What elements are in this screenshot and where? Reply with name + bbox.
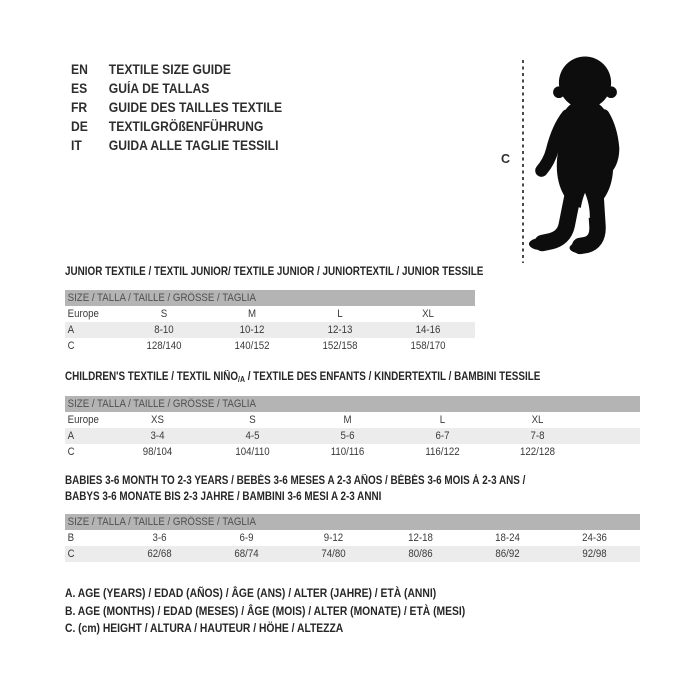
age-cell: 4-5 (245, 430, 260, 442)
row-label: C (67, 340, 75, 352)
row-label: Europe (67, 414, 99, 426)
language-row-en (71, 60, 282, 79)
size-cell: S (249, 414, 256, 426)
row-label: C (67, 446, 75, 458)
note-age-months: B. AGE (MONTHS) / EDAD (MESES) / ÂGE (MOIS) / ALTER (MONATE) / ETÀ (MESI) (65, 603, 466, 618)
language-row-fr (71, 98, 282, 117)
language-label: GUIDA ALLE TAGLIE TESSILI (108, 138, 279, 153)
size-cell: XL (531, 414, 544, 426)
height-cell: 152/158 (322, 340, 358, 352)
language-row-it (71, 136, 282, 155)
age-cell: 6-7 (435, 430, 450, 442)
size-cell: L (439, 414, 446, 426)
size-header-bar (65, 290, 475, 306)
babies-size-table (65, 514, 640, 562)
table-row-age (65, 322, 475, 338)
size-header-text: SIZE / TALLA / TAILLE / GRÖSSE / TAGLIA (67, 398, 256, 410)
height-cell: 98/104 (142, 446, 173, 458)
size-cell: S (160, 308, 168, 320)
language-label: TEXTILGRÖßENFÜHRUNG (108, 119, 264, 134)
height-cell: 62/68 (147, 548, 172, 560)
language-label: GUÍA DE TALLAS (108, 81, 210, 96)
age-cell: 3-4 (150, 430, 165, 442)
age-cell: 5-6 (340, 430, 355, 442)
height-marker-dashed-line (522, 60, 524, 263)
language-row-es (71, 79, 282, 98)
size-cell: M (247, 308, 257, 320)
footnotes (65, 585, 530, 638)
note-height-cm: C. (cm) HEIGHT / ALTURA / HAUTEUR / HÖHE / ALTEZZA (65, 621, 344, 635)
table-row-europe (65, 306, 475, 322)
table-row-age (65, 428, 640, 444)
height-cell: 140/152 (234, 340, 270, 352)
row-label: Europe (67, 308, 99, 320)
size-cell: L (337, 308, 343, 320)
row-label: A (67, 324, 75, 336)
age-cell: 6-9 (239, 532, 254, 544)
language-row-de (71, 117, 282, 136)
babies-section-title (65, 474, 525, 505)
junior-section-title (65, 265, 483, 281)
height-cell: 128/140 (146, 340, 182, 352)
age-cell: 3-6 (152, 532, 167, 544)
baby-silhouette-icon (527, 51, 643, 268)
table-row-europe (65, 412, 640, 428)
height-marker-label: C (501, 152, 511, 166)
language-code: EN (71, 62, 88, 77)
age-cell: 9-12 (323, 532, 344, 544)
age-cell: 24-36 (582, 532, 607, 544)
row-label: B (67, 532, 75, 544)
height-cell: 68/74 (234, 548, 259, 560)
language-code: ES (71, 81, 88, 96)
row-label: C (67, 548, 75, 560)
height-cell: 122/128 (519, 446, 555, 458)
height-cell: 158/170 (410, 340, 446, 352)
height-cell: 92/98 (582, 548, 607, 560)
age-cell: 8-10 (154, 324, 174, 336)
row-label: A (67, 430, 75, 442)
age-cell: 14-16 (415, 324, 441, 336)
age-cell: 12-13 (327, 324, 353, 336)
language-guide-list (71, 60, 306, 155)
language-label: GUIDE DES TAILLES TEXTILE (108, 100, 283, 115)
children-section-title (65, 370, 540, 388)
age-cell: 12-18 (408, 532, 433, 544)
children-title-subscript: /A (238, 375, 245, 384)
language-code: FR (71, 100, 88, 115)
height-cell: 104/110 (235, 446, 270, 458)
language-code: IT (71, 138, 82, 153)
height-cell: 74/80 (321, 548, 346, 560)
age-cell: 7-8 (530, 430, 545, 442)
height-cell: 110/116 (330, 446, 365, 458)
babies-title-line1: BABIES 3-6 MONTH TO 2-3 YEARS / BEBÉS 3-6 MESES A 2-3 AÑOS / BÉBÉS 3-6 MOIS À 2-3 ANS / (65, 475, 526, 487)
language-code: DE (71, 119, 88, 134)
size-header-bar (65, 396, 640, 412)
junior-title-text: JUNIOR TEXTILE / TEXTIL JUNIOR/ TEXTILE JUNIOR / JUNIORTEXTIL / JUNIOR TESSILE (65, 266, 484, 278)
height-cell: 80/86 (408, 548, 433, 560)
height-cell: 116/122 (425, 446, 460, 458)
size-header-text: SIZE / TALLA / TAILLE / GRÖSSE / TAGLIA (67, 292, 256, 304)
age-cell: 10-12 (239, 324, 265, 336)
size-cell: XL (422, 308, 434, 320)
table-row-age-months (65, 530, 640, 546)
babies-title-line2: BABYS 3-6 MONATE BIS 2-3 JAHRE / BAMBINI 3-6 MESI A 2-3 ANNI (65, 490, 382, 503)
height-cell: 86/92 (495, 548, 520, 560)
language-label: TEXTILE SIZE GUIDE (108, 62, 231, 77)
junior-size-table (65, 290, 475, 354)
size-cell: M (343, 414, 352, 426)
age-cell: 18-24 (495, 532, 520, 544)
size-cell: XS (151, 414, 164, 426)
table-row-height (65, 444, 640, 460)
children-title-main: CHILDREN'S TEXTILE / TEXTIL NIÑO (65, 371, 239, 383)
note-age-years: A. AGE (YEARS) / EDAD (AÑOS) / ÂGE (ANS) / ALTER (JAHRE) / ETÀ (ANNI) (65, 586, 437, 600)
table-row-height (65, 338, 475, 354)
size-header-bar (65, 514, 640, 530)
children-size-table (65, 396, 640, 460)
size-header-text: SIZE / TALLA / TAILLE / GRÖSSE / TAGLIA (67, 516, 256, 528)
children-title-rest: / TEXTILE DES ENFANTS / KINDERTEXTIL / BAMBINI TESSILE (244, 371, 541, 383)
table-row-height (65, 546, 640, 562)
